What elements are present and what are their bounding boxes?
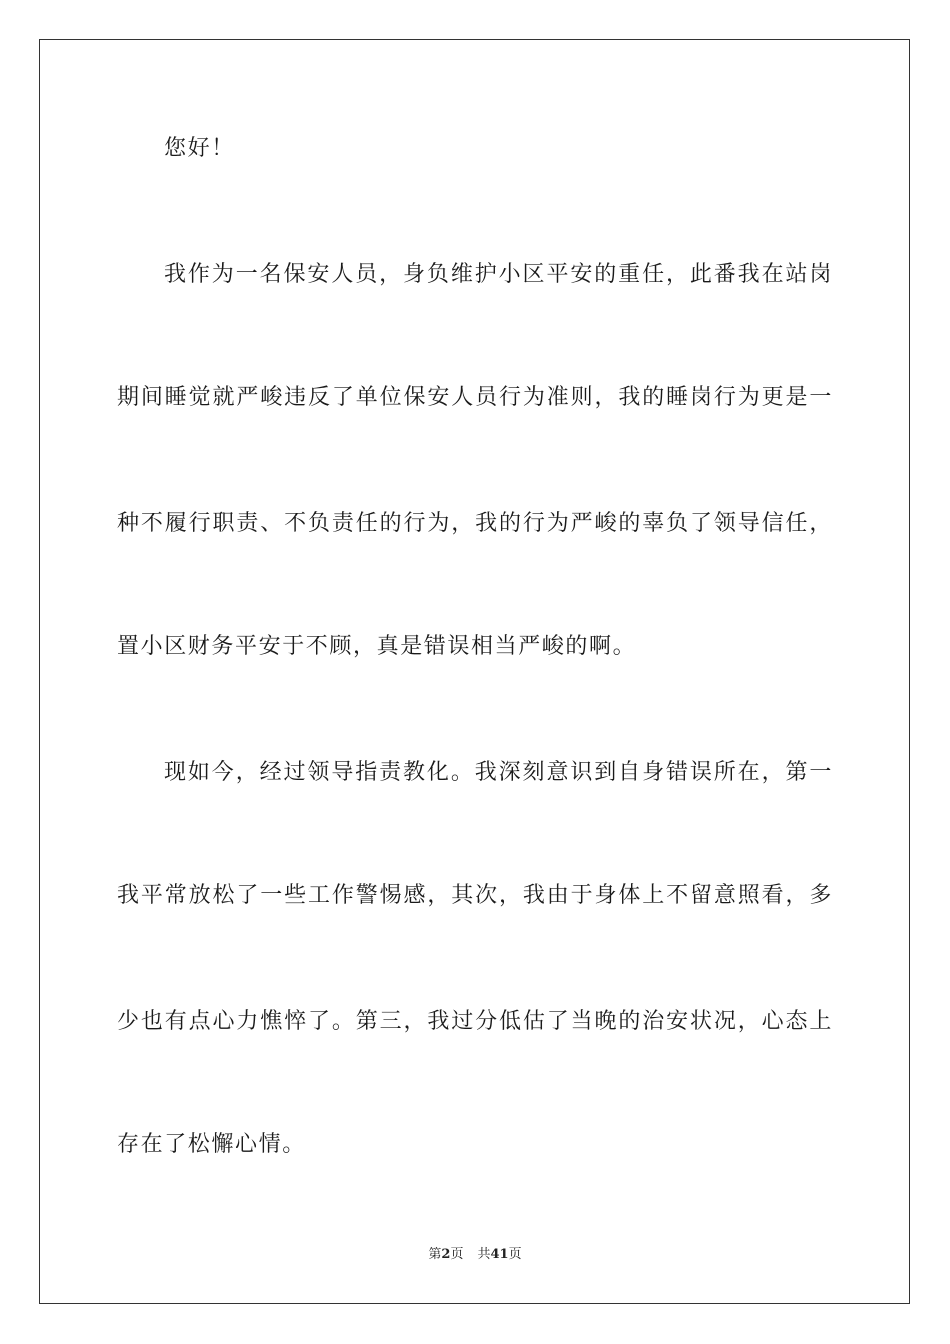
page-number: 2 <box>441 1247 451 1262</box>
paragraph-line-5: 现如今，经过领导指责教化。我深刻意识到自身错误所在，第一 <box>164 760 833 785</box>
paragraph-line-6: 我平常放松了一些工作警惕感，其次，我由于身体上不留意照看，多 <box>117 883 833 908</box>
paragraph-line-4: 置小区财务平安于不顾，真是错误相当严峻的啊。 <box>117 634 637 659</box>
paragraph-line-2: 期间睡觉就严峻违反了单位保安人员行为准则，我的睡岗行为更是一 <box>117 385 833 410</box>
total-pages: 41 <box>490 1247 509 1262</box>
paragraph-line-7: 少也有点心力憔悴了。第三，我过分低估了当晚的治安状况，心态上 <box>117 1009 833 1034</box>
greeting-line: 您好！ <box>164 136 235 161</box>
page-prefix: 第 <box>428 1247 442 1262</box>
page-border <box>39 39 910 1304</box>
page-footer <box>0 1245 950 1265</box>
paragraph-line-3: 种不履行职责、不负责任的行为，我的行为严峻的辜负了领导信任， <box>117 511 833 536</box>
page-suffix: 页 <box>450 1247 464 1262</box>
paragraph-line-8: 存在了松懈心情。 <box>117 1132 306 1157</box>
paragraph-line-1: 我作为一名保安人员，身负维护小区平安的重任，此番我在站岗 <box>164 262 833 287</box>
total-prefix: 共 <box>477 1247 491 1262</box>
total-suffix: 页 <box>508 1247 522 1262</box>
